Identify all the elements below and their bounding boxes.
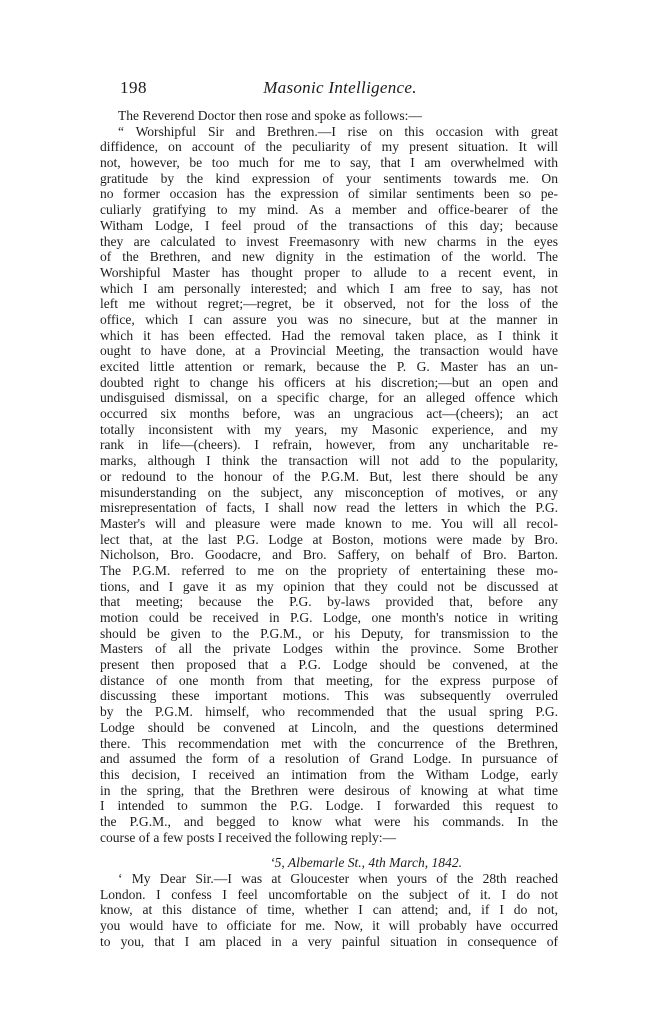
text-line: no former occasion has the expression of similar sentiments been so pe- xyxy=(100,186,558,202)
text-line: marks, although I think the transaction will not add to the popularity, xyxy=(100,453,558,469)
text-line: tions, and I gave it as my opinion that they could not be discussed at xyxy=(100,578,558,594)
text-line: misunderstanding on the subject, any misconception of motives, or any xyxy=(100,484,558,500)
text-line: to you, that I am placed in a very painful situation in consequence of xyxy=(100,933,558,949)
text-line: not, however, be too much for me to say, that I am overwhelmed with xyxy=(100,155,558,171)
text-line: and assumed the form of a resolution of Grand Lodge. In pursuance of xyxy=(100,751,558,767)
text-line: excited little attention or remark, because the P. G. Master has an un- xyxy=(100,359,558,374)
text-line: should be given to the P.G.M., or his Deputy, for transmission to the xyxy=(100,625,558,641)
text-line: lect that, at the last P.G. Lodge at Boston, motions were made by Bro. xyxy=(100,531,558,547)
text-line: Witham Lodge, I feel proud of the transactions of this day; because xyxy=(100,217,558,233)
page-number: 198 xyxy=(120,78,147,97)
text-line: diffidence, on account of the peculiarity of my present situation. It will xyxy=(100,139,558,155)
text-line: in the spring, that the Brethren were desirous of knowing at what time xyxy=(100,782,558,798)
text-line: the P.G.M., and begged to know what were his commands. In the xyxy=(100,813,558,829)
text-line: The Reverend Doctor then rose and spoke as follows:— xyxy=(118,108,422,123)
text-line: you would have to officiate for me. Now, it will probably have occurred xyxy=(100,918,558,934)
text-line: motion could be received in P.G. Lodge, one month's notice in writing xyxy=(100,610,558,625)
text-line: totally inconsistent with my years, my Masonic experience, and my xyxy=(100,421,558,437)
text-line: left me without regret;—regret, be it observed, not for the loss of the xyxy=(100,296,558,312)
body-text xyxy=(100,108,558,949)
text-line: by the P.G.M. himself, who recommended that the usual spring P.G. xyxy=(100,704,558,720)
running-title: Masonic Intelligence. xyxy=(263,78,417,97)
text-line: misrepresentation of facts, I shall now read the letters in which the P.G. xyxy=(100,500,558,516)
text-line: they are calculated to invest Freemasonry with new charms in the eyes xyxy=(100,233,558,249)
page-header xyxy=(120,78,560,102)
text-line: undisguised dismissal, on a specific charge, for an alleged offence which xyxy=(100,390,558,406)
text-line: occurred six months before, was an ungracious act—(cheers); an act xyxy=(100,406,558,422)
text-line: which it has been effected. Had the removal taken place, as I think it xyxy=(100,327,558,343)
text-line: culiarly gratifying to my mind. As a member and office-bearer of the xyxy=(100,202,558,218)
text-line: The P.G.M. referred to me on the propriety of entertaining these mo- xyxy=(100,562,558,578)
text-line: of the Brethren, and new dignity in the estimation of the world. The xyxy=(100,249,558,265)
text-line: gratitude by the kind expression of your sentiments towards me. On xyxy=(100,170,558,186)
text-line: know, at this distance of time, whether I can attend; and, if I do not, xyxy=(100,902,558,918)
text-line: distance of one month from that meeting, for the express purpose of xyxy=(100,672,558,688)
text-line: “ Worshipful Sir and Brethren.—I rise on this occasion with great xyxy=(118,123,558,139)
text-line: ‘ My Dear Sir.—I was at Gloucester when yours of the 28th reached xyxy=(118,871,558,886)
text-line: London. I confess I feel uncomfortable on the subject of it. I do not xyxy=(100,886,558,902)
text-line: Nicholson, Bro. Goodacre, and Bro. Saffery, on behalf of Bro. Barton. xyxy=(100,547,558,563)
text-line: I intended to summon the P.G. Lodge. I forwarded this request to xyxy=(100,798,558,814)
text-line: there. This recommendation met with the concurrence of the Brethren, xyxy=(100,735,558,751)
text-line: this decision, I received an intimation from the Witham Lodge, early xyxy=(100,766,558,782)
text-line: ought to have done, at a Provincial Meeting, the transaction would have xyxy=(100,343,558,359)
text-line: which I am personally interested; and which I am free to say, has not xyxy=(100,280,558,296)
text-line: Lodge should be convened at Lincoln, and the questions determined xyxy=(100,719,558,735)
spacer xyxy=(100,845,558,855)
text-line: course of a few posts I received the following reply:— xyxy=(100,829,397,845)
text-line: Masters of all the private Lodges within the province. Some Brother xyxy=(100,641,558,657)
text-line: or redound to the honour of the P.G.M. But, lest there should be any xyxy=(100,468,558,484)
text-line: Master's will and pleasure were made known to me. You will all recol- xyxy=(100,515,558,531)
text-line: present then proposed that a P.G. Lodge should be convened, at the xyxy=(100,657,558,673)
text-line: office, which I can assure you was no sinecure, but at the manner in xyxy=(100,311,558,327)
text-line: ‘5, Albemarle St., 4th March, 1842. xyxy=(270,855,462,871)
text-line: Worshipful Master has thought proper to allude to a recent event, in xyxy=(100,264,558,280)
text-line: that meeting; because the P.G. by-laws provided that, before any xyxy=(100,594,558,610)
text-line: discussing these important motions. This was subsequently overruled xyxy=(100,688,558,704)
text-line: doubted right to change his officers at his discretion;—but an open and xyxy=(100,374,558,390)
text-line: rank in life—(cheers). I refrain, however, from any uncharitable re- xyxy=(100,437,558,453)
